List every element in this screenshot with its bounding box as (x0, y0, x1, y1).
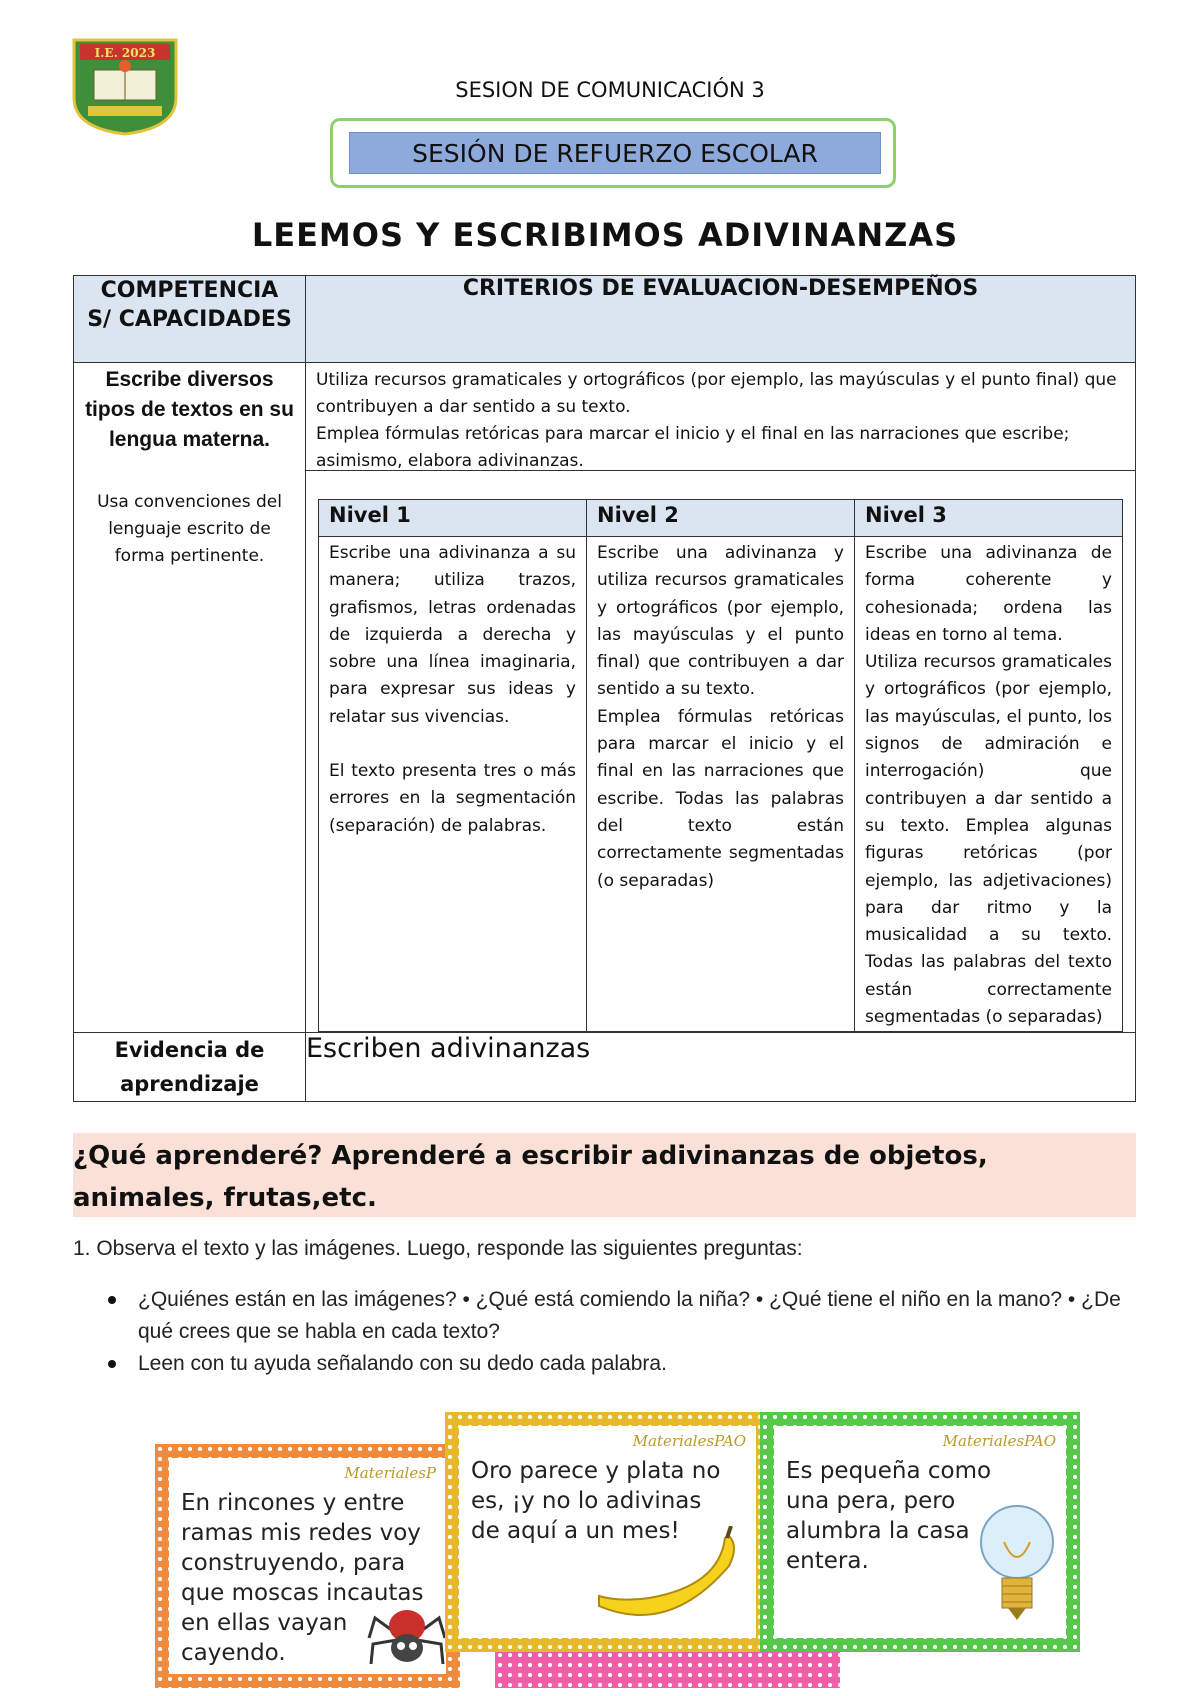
criteria-cell (306, 363, 1136, 1033)
competence-cell (74, 363, 306, 1033)
competence-text: Escribe diversos tipos de textos en su lengua materna. (85, 368, 294, 451)
lightbulb-icon (974, 1502, 1060, 1630)
reinforcement-banner (330, 118, 896, 188)
reinforcement-banner-text: SESIÓN DE REFUERZO ESCOLAR (349, 132, 881, 174)
card-brand: MaterialesP (344, 1464, 436, 1482)
level-3-description: Escribe una adivinanza de forma coherente y cohesionada; ordena las ideas en torno al tema. Utiliza recursos gramaticales y ortográficos (por ejemplo, las mayúsculas, el punto, los signos de admiración e interrogación) que contribuyen a dar sentido a su texto. Emplea algunas figuras retóricas (por ejemplo, las adjetivaciones) para dar ritmo y la musicalidad a su texto. Todas las palabras del texto están correctamente segmentadas (o separadas) (855, 537, 1123, 1032)
level-1-header: Nivel 1 (319, 500, 587, 537)
level-2-header: Nivel 2 (587, 500, 855, 537)
banana-icon (589, 1526, 749, 1636)
logo-text: I.E. 2023 (94, 46, 156, 60)
list-item: ¿Quiénes están en las imágenes? • ¿Qué está comiendo la niña? • ¿Qué tiene el niño en la mano? • ¿De qué crees que se habla en cada texto? (100, 1284, 1140, 1348)
level-2-description: Escribe una adivinanza y utiliza recursos gramaticales y ortográficos (por ejemplo, las mayúsculas y el punto final) que contribuyen a dar sentido a su texto. Emplea fórmulas retóricas para marcar el inicio y el final en las narraciones que escribe. Todas las palabras del texto están correctamente segmentadas (o separadas) (587, 537, 855, 1032)
list-item: Leen con tu ayuda señalando con su dedo cada palabra. (100, 1348, 1140, 1380)
level-1-description: Escribe una adivinanza a su manera; utiliza trazos, grafismos, letras ordenadas de izquierda a derecha y sobre una línea imaginaria, para expresar sus ideas y relatar sus vivencias. El texto presenta tres o más errores en la segmentación (separación) de palabras. (319, 537, 587, 1032)
evidence-value: Escriben adivinanzas (306, 1033, 1136, 1102)
activity-questions (100, 1284, 1140, 1380)
card-text: Oro parece y plata no es, ¡y no lo adivinas de aquí a un mes! (471, 1458, 721, 1544)
evidence-label: Evidencia de aprendizaje (74, 1033, 306, 1102)
main-title: LEEMOS Y ESCRIBIMOS ADIVINANZAS (251, 216, 959, 254)
card-text: Es pequeña como una pera, pero alumbra la casa entera. (786, 1458, 992, 1574)
card-text: En rincones y entre ramas mis redes voy construyendo, para que moscas incautas en ellas vayan cayendo. (181, 1490, 424, 1666)
criteria-text: Utiliza recursos gramaticales y ortográficos (por ejemplo, las mayúsculas y el punto final) que contribuyen a dar sentido a su texto. Emplea fórmulas retóricas para marcar el inicio y el final en las narraciones que escribe; asimismo, elabora adivinanzas. (306, 363, 1135, 471)
spider-icon (367, 1598, 447, 1670)
levels-table (318, 499, 1123, 1032)
criteria-table (73, 275, 1136, 1102)
card-brand: MaterialesPAO (942, 1432, 1056, 1450)
riddle-card-spider (155, 1444, 460, 1688)
capacity-text: Usa convenciones del lenguaje escrito de forma pertinente. (97, 492, 282, 566)
learning-goal: ¿Qué aprenderé? Aprenderé a escribir adivinanzas de objetos, animales, frutas,etc. (73, 1133, 1136, 1217)
riddle-card-bulb (760, 1412, 1080, 1652)
activity-instruction: 1. Observa el texto y las imágenes. Luego, responde las siguientes preguntas: (73, 1237, 803, 1260)
riddle-card-banana (445, 1412, 770, 1652)
competence-header: COMPETENCIA S/ CAPACIDADES (74, 276, 306, 363)
criteria-header: CRITERIOS DE EVALUACION-DESEMPEÑOS (306, 276, 1136, 363)
level-3-header: Nivel 3 (855, 500, 1123, 537)
session-title: SESION DE COMUNICACIÓN 3 (455, 78, 765, 102)
card-brand: MaterialesPAO (632, 1432, 746, 1450)
